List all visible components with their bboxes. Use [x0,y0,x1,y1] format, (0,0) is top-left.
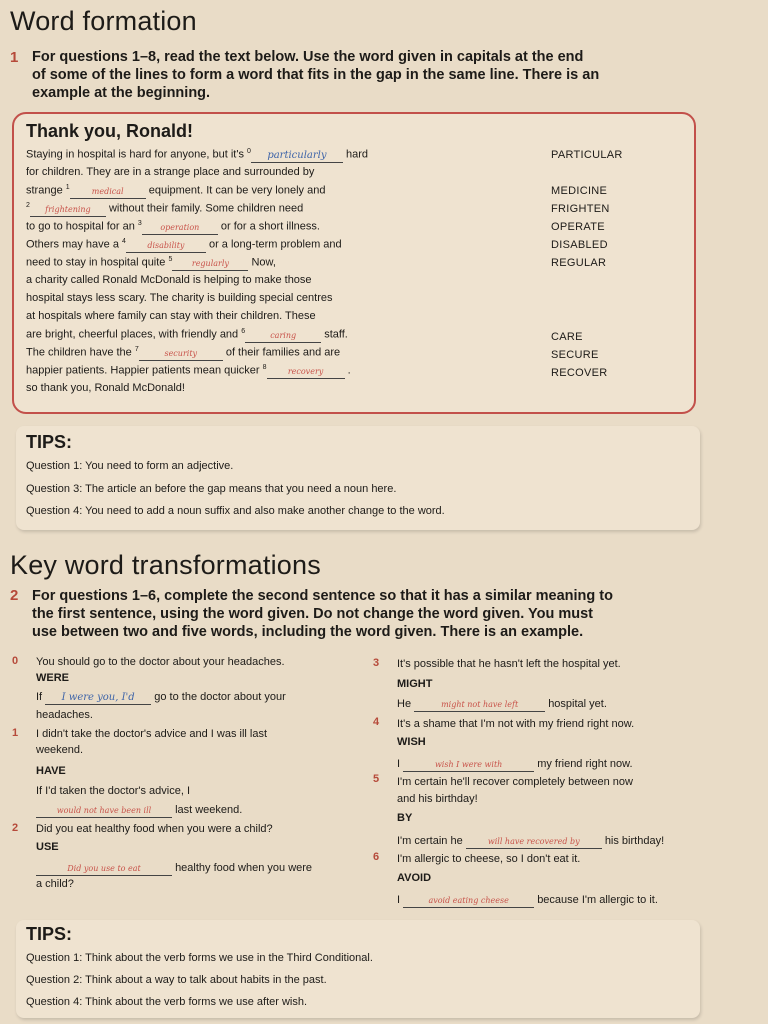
text-line: Others may have a $^4$ disability or a long-term problem and [26,238,342,251]
question-keyword: AVOID [397,872,432,884]
answer-gap[interactable]: frightening [30,203,106,217]
text-line: to go to hospital for an $^3$ operation or for a short illness. [26,220,320,233]
text-line: $^2$ frightening without their family. Some children need [26,202,304,215]
text-line: hospital stays less scary. The charity is building special centres [26,292,333,304]
tips-heading: TIPS: [26,432,73,452]
question-answer-line: a child? [36,878,74,890]
key-word: DISABLED [551,239,608,251]
question-keyword: MIGHT [397,678,433,690]
gap-number: 3 [137,220,142,227]
question-answer-line: would not have been ill last weekend. [36,804,242,818]
question-sentence: I didn't take the doctor's advice and I was ill last [36,728,268,740]
key-word: FRIGHTEN [551,203,610,215]
question-sentence: You should go to the doctor about your headaches. [36,656,285,668]
question-keyword: WERE [36,672,69,684]
question-keyword: WISH [397,736,426,748]
answer-gap[interactable]: caring [245,329,321,343]
instruction-line: example at the beginning. [32,85,211,101]
gap-number: 4 [122,238,126,245]
text-line: happier patients. Happier patients mean quicker $^8$ recovery . [26,364,351,377]
question-answer-line: Did you use to eat healthy food when you were [36,862,312,876]
question-number: 2 [12,822,19,834]
instruction-line: For questions 1–8, read the text below. Use the word given in capitals at the end [32,49,584,65]
question-keyword: USE [36,841,59,853]
question-answer-line: He might not have left hospital yet. [397,698,607,710]
gap-number: 0 [247,148,251,155]
answer-gap[interactable]: operation [142,221,218,235]
text-title: Thank you, Ronald! [26,121,194,141]
text-line: Staying in hospital is hard for anyone, but it's $^0$ particularly hard [26,148,369,161]
answer-gap[interactable]: Did you use to eat [36,862,172,876]
tip-line: Question 3: The article an before the gap means that you need a noun here. [26,483,397,495]
gap-number: 7 [134,346,139,353]
question-sentence: and his birthday! [397,793,478,805]
text-line: The children have the $^7$ security of their families and are [26,346,341,359]
gap-number: 2 [26,202,30,209]
question-answer-line: I avoid eating cheese because I'm allergic to it. [397,894,658,906]
question-sentence: I'm allergic to cheese, so I don't eat it. [397,853,581,865]
text-line: are bright, cheerful places, with friendly and $^6$ caring staff. [26,328,348,341]
exercise-instructions [32,48,722,102]
question-number: 0 [12,655,19,667]
question-answer-line: If I'd taken the doctor's advice, I [36,785,191,797]
key-word: CARE [551,331,583,343]
exercise-instructions [32,587,732,641]
question-number: 3 [373,657,380,669]
text-line: a charity called Ronald McDonald is helping to make those [26,274,312,286]
answer-gap[interactable]: medical [70,185,146,199]
key-word: OPERATE [551,221,605,233]
question-sentence: I'm certain he'll recover completely between now [397,776,633,788]
answer-gap[interactable]: I were you, I'd [45,691,151,705]
answer-gap[interactable]: disability [126,239,206,253]
key-word: SECURE [551,349,599,361]
tip-line: Question 2: Think about a way to talk about habits in the past. [26,974,327,986]
answer-gap[interactable]: avoid eating cheese [403,894,534,908]
text-line: so thank you, Ronald McDonald! [26,382,185,394]
answer-gap[interactable]: would not have been ill [36,804,172,818]
gap-number: 5 [168,256,173,263]
answer-gap[interactable]: security [139,347,223,361]
key-word: REGULAR [551,257,607,269]
question-answer-line: I'm certain he will have recovered by his birthday! [397,835,665,847]
gap-number: 1 [65,184,70,191]
question-sentence: Did you eat healthy food when you were a child? [36,823,273,835]
tip-line: Question 4: Think about the verb forms we use after wish. [26,996,308,1008]
section-title-key-word: Key word transformations [10,550,321,580]
question-keyword: HAVE [36,765,66,777]
tip-line: Question 4: You need to add a noun suffix and also make another change to the word. [26,505,445,517]
tips-heading: TIPS: [26,924,73,944]
answer-gap[interactable]: particularly [251,149,343,163]
question-sentence: It's a shame that I'm not with my friend right now. [397,718,635,730]
instruction-line: the first sentence, using the word given. Do not change the word given. You must [32,606,593,622]
question-answer-line: headaches. [36,709,93,721]
text-line: need to stay in hospital quite $^5$ regularly Now, [26,256,276,269]
question-number: 5 [373,773,380,785]
text-line: at hospitals where family can stay with their children. These [26,310,316,322]
tip-line: Question 1: Think about the verb forms we use in the Third Conditional. [26,952,373,964]
gap-number: 6 [241,328,246,335]
question-answer-line: I wish I were with my friend right now. [397,758,633,770]
section-title-word-formation: Word formation [10,6,197,36]
answer-gap[interactable]: recovery [267,365,345,379]
key-word: PARTICULAR [551,149,623,161]
question-sentence: It's possible that he hasn't left the hospital yet. [397,658,621,670]
question-number: 6 [373,851,380,863]
question-number: 4 [373,716,380,728]
text-line: for children. They are in a strange place and surrounded by [26,166,315,178]
key-word: MEDICINE [551,185,608,197]
tip-line: Question 1: You need to form an adjective. [26,460,234,472]
key-word: RECOVER [551,367,608,379]
question-number: 1 [12,727,19,739]
exercise-number: 2 [10,587,19,604]
text-line: strange $^1$ medical equipment. It can be very lonely and [26,184,326,197]
gap-number: 8 [262,364,267,371]
instruction-line: For questions 1–6, complete the second sentence so that it has a similar meaning to [32,588,613,604]
answer-gap[interactable]: wish I were with [403,758,534,772]
instruction-line: of some of the lines to form a word that fits in the gap in the same line. There is an [32,67,600,83]
instruction-line: use between two and five words, including the word given. There is an example. [32,624,584,640]
answer-gap[interactable]: regularly [172,257,248,271]
question-keyword: BY [397,812,413,824]
answer-gap[interactable]: might not have left [414,698,545,712]
question-answer-line: If I were you, I'd go to the doctor about your [36,691,286,703]
exercise-number: 1 [10,49,19,66]
question-sentence: weekend. [36,744,84,756]
answer-gap[interactable]: will have recovered by [466,835,602,849]
